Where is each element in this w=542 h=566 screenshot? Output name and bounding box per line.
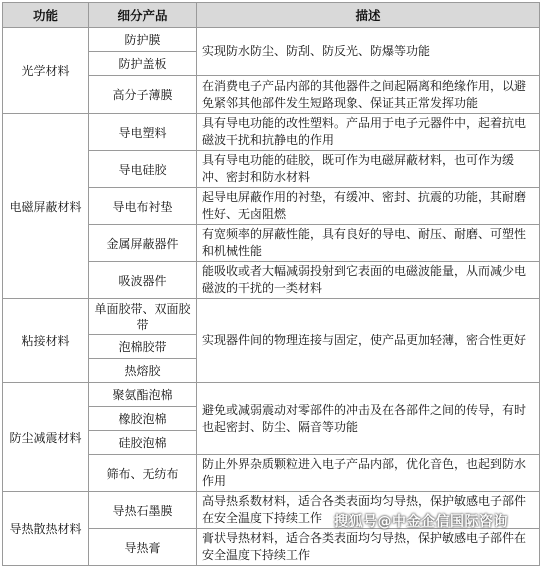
watermark <box>334 511 508 531</box>
header-subproduct: 细分产品 <box>89 3 197 28</box>
function-cell: 粘接材料 <box>3 299 89 383</box>
description-cell: 具有导电功能的硅胶，既可作为电磁屏蔽材料，也可作为缓冲、密封和防水材料 <box>197 151 540 188</box>
table-row <box>3 114 540 151</box>
function-cell: 导热散热材料 <box>3 492 89 566</box>
subproduct-cell: 吸波器件 <box>89 262 197 299</box>
subproduct-cell: 硅胶泡棉 <box>89 431 197 455</box>
subproduct-cell: 导电硅胶 <box>89 151 197 188</box>
description-cell: 有宽频率的屏蔽性能，具有良好的导电、耐压、耐磨、可塑性和机械性能 <box>197 225 540 262</box>
subproduct-cell: 导热石墨膜 <box>89 492 197 529</box>
subproduct-cell: 橡胶泡棉 <box>89 407 197 431</box>
subproduct-cell: 筛布、无纺布 <box>89 455 197 492</box>
subproduct-cell: 高分子薄膜 <box>89 76 197 114</box>
table-row <box>3 28 540 52</box>
function-cell: 电磁屏蔽材料 <box>3 114 89 299</box>
materials-table <box>2 2 540 566</box>
subproduct-cell: 聚氨酯泡棉 <box>89 383 197 407</box>
description-cell: 高导热系数材料，适合各类表面均匀导热，保护敏感电子部件在安全温度下持续工作 <box>197 492 540 529</box>
table-row <box>3 383 540 407</box>
function-cell: 防尘减震材料 <box>3 383 89 492</box>
subproduct-cell: 防护盖板 <box>89 52 197 76</box>
subproduct-cell: 金属屏蔽器件 <box>89 225 197 262</box>
subproduct-cell: 导热膏 <box>89 529 197 566</box>
description-cell: 实现器件间的物理连接与固定，使产品更加轻薄，密合性更好 <box>197 299 540 383</box>
description-cell: 避免或减弱震动对零部件的冲击及在各部件之间的传导，有时也起密封、防尘、隔音等功能 <box>197 383 540 455</box>
subproduct-cell: 防护膜 <box>89 28 197 52</box>
description-cell: 起导电屏蔽作用的衬垫，有缓冲、密封、抗震的功能，其耐磨性好、无卤阻燃 <box>197 188 540 225</box>
subproduct-cell: 导电塑料 <box>89 114 197 151</box>
description-cell: 实现防水防尘、防刮、防反光、防爆等功能 <box>197 28 540 76</box>
description-cell: 能吸收或者大幅减弱投射到它表面的电磁波能量，从而减少电磁波的干扰的一类材料 <box>197 262 540 299</box>
subproduct-cell: 导电布衬垫 <box>89 188 197 225</box>
subproduct-cell: 泡棉胶带 <box>89 335 197 359</box>
function-cell: 光学材料 <box>3 28 89 114</box>
description-cell: 在消费电子产品内部的其他器件之间起隔离和绝缘作用，以避免紧邻其他部件发生短路现象、保证其正常发挥功能 <box>197 76 540 114</box>
header-row <box>3 3 540 28</box>
description-cell: 具有导电功能的改性塑料。产品用于电子元器件中，起着抗电磁波干扰和抗静电的作用 <box>197 114 540 151</box>
subproduct-cell: 热熔胶 <box>89 359 197 383</box>
table-row <box>3 299 540 335</box>
description-cell: 膏状导热材料，适合各类表面均匀导热，保护敏感电子部件在安全温度下持续工作 <box>197 529 540 566</box>
description-cell: 防止外界杂质颗粒进入电子产品内部，优化音色，也起到防水作用 <box>197 455 540 492</box>
header-function: 功能 <box>3 3 89 28</box>
subproduct-cell: 单面胶带、双面胶带 <box>89 299 197 335</box>
header-description: 描述 <box>197 3 540 28</box>
watermark-text: 搜狐号@中金企信国际咨询 <box>334 514 508 530</box>
